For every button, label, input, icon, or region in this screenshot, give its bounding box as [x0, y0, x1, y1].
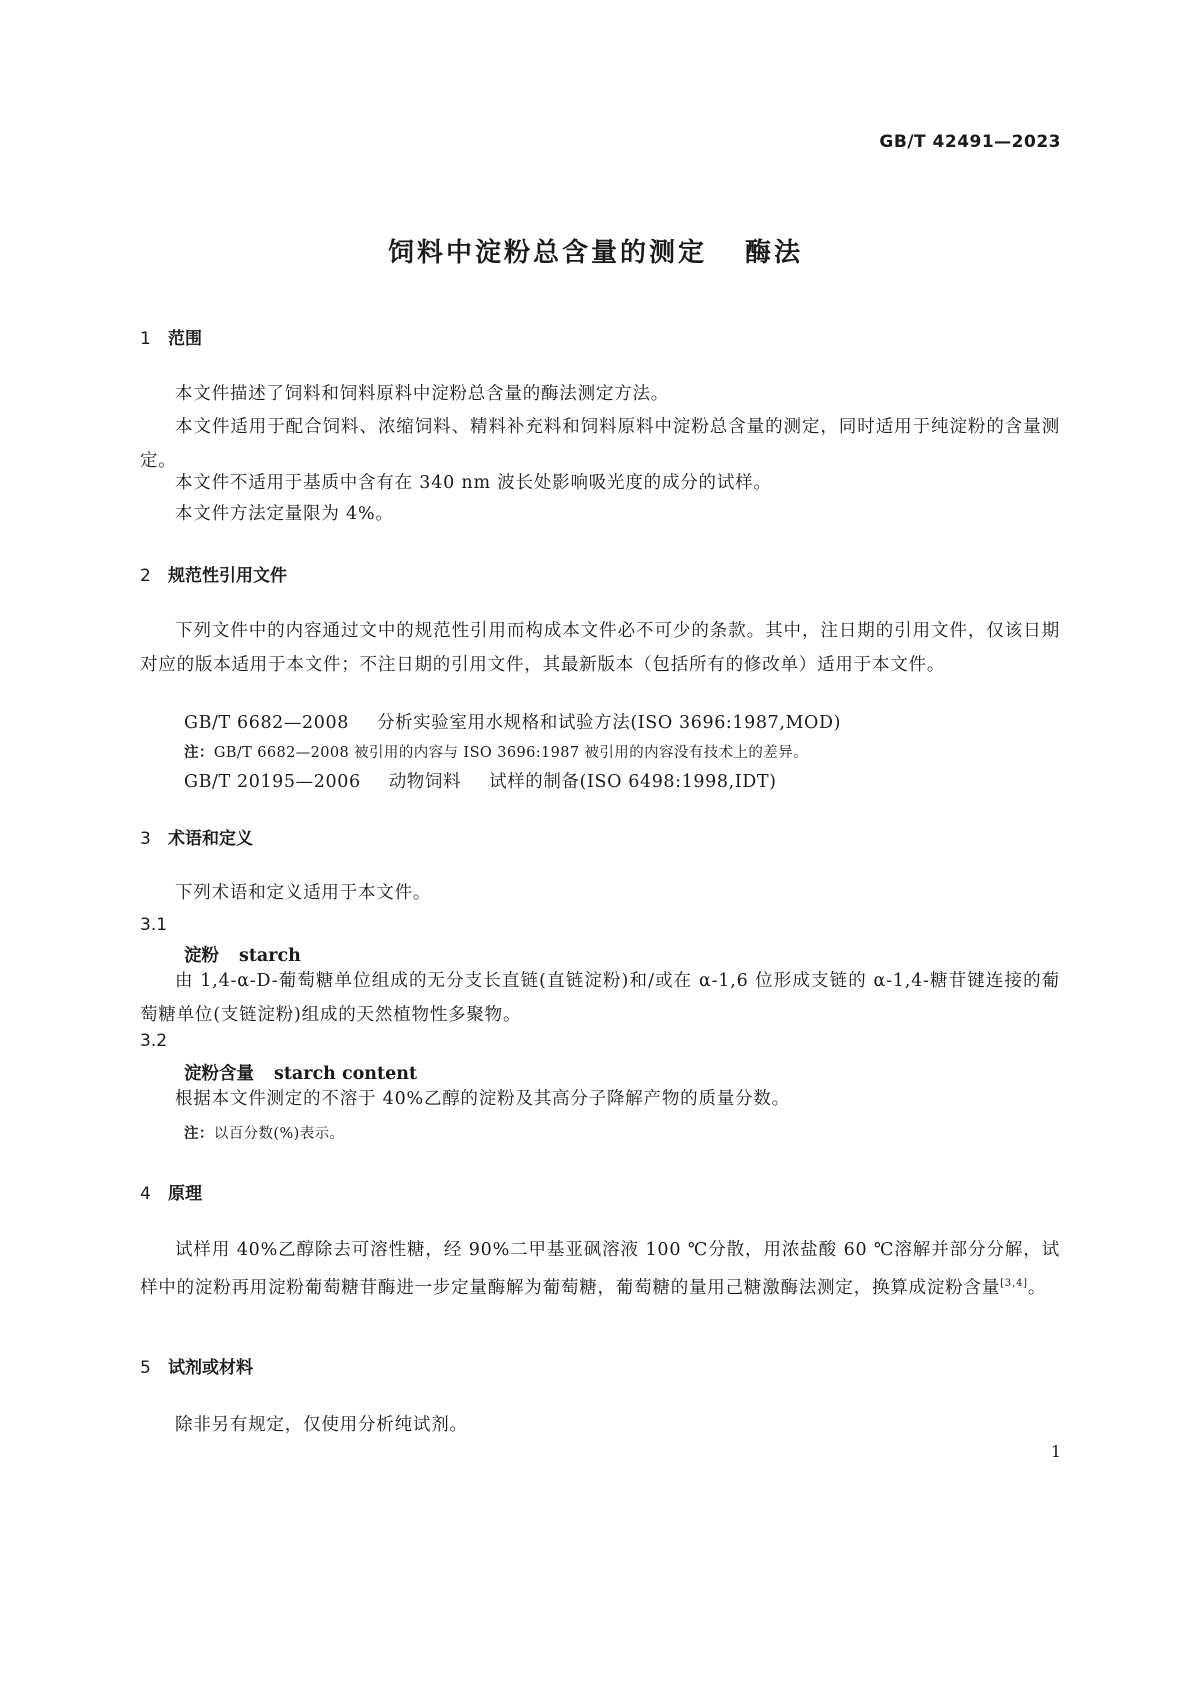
section-4-heading: [140, 1179, 202, 1204]
s2-paragraph-1: 下列文件中的内容通过文中的规范性引用而构成本文件必不可少的条款。其中，注日期的引用文件，仅该日期对应的版本适用于本文件；不注日期的引用文件，其最新版本（包括所有的修改单）适用于本文件。: [140, 621, 1060, 675]
reference-code: GB/T 20195—2006: [184, 772, 361, 792]
term-en: starch content: [274, 1064, 418, 1084]
title-method: 酶法: [745, 238, 804, 268]
term-3-2-definition: 根据本文件测定的不溶于 40%乙醇的淀粉及其高分子降解产物的质量分数。: [175, 1089, 790, 1109]
term-3-2-number: 3.2: [140, 1031, 168, 1051]
term-en: starch: [239, 946, 301, 966]
citation: [3,4]: [1000, 1278, 1028, 1289]
title-main: 饲料中淀粉总含量的测定: [387, 238, 707, 268]
section-title: 规范性引用文件: [168, 566, 287, 586]
reference-title-part-1: 动物饲料: [388, 772, 462, 792]
reference-gbt-20195: [184, 768, 777, 793]
reference-title-part-2: 试样的制备(ISO 6498:1998,IDT): [489, 772, 777, 792]
section-1-heading: [140, 324, 202, 349]
term-3-2-note: [184, 1122, 344, 1143]
standard-number: GB/T 42491—2023: [879, 132, 1061, 152]
s3-paragraph-1: 下列术语和定义适用于本文件。: [175, 883, 432, 903]
term-zh: 淀粉含量: [184, 1064, 254, 1084]
section-number: 1: [140, 329, 151, 349]
section-5-heading: [140, 1353, 253, 1378]
section-number: 4: [140, 1184, 151, 1204]
s1-paragraph-3: 本文件不适用于基质中含有在 340 nm 波长处影响吸光度的成分的试样。: [175, 473, 772, 493]
note-text: 以百分数(%)表示。: [213, 1126, 345, 1142]
principle-end: 。: [1027, 1277, 1047, 1298]
document-title: [0, 232, 1191, 269]
reference-gbt-6682: [184, 709, 841, 734]
section-title: 试剂或材料: [168, 1358, 253, 1378]
page-number: 1: [1050, 1442, 1061, 1461]
section-title: 原理: [168, 1184, 202, 1204]
section-2-heading: [140, 561, 287, 586]
s1-paragraph-2: 本文件适用于配合饲料、浓缩饲料、精料补充料和饲料原料中淀粉总含量的测定，同时适用于纯淀粉的含量测定。: [140, 417, 1060, 471]
section-title: 范围: [168, 329, 202, 349]
section-number: 2: [140, 566, 151, 586]
s5-paragraph-1: 除非另有规定，仅使用分析纯试剂。: [175, 1415, 468, 1435]
note-text: GB/T 6682—2008 被引用的内容与 ISO 3696:1987 被引用的内容没有技术上的差异。: [213, 745, 808, 761]
term-3-1-definition: 由 1,4-α-D-葡萄糖单位组成的无分支长直链(直链淀粉)和/或在 α-1,6 位形成支链的 α-1,4-糖苷键连接的葡萄糖单位(支链淀粉)组成的天然植物性多聚物。: [140, 971, 1060, 1025]
s1-paragraph-4: 本文件方法定量限为 4%。: [175, 504, 394, 524]
note-label: 注：: [184, 745, 214, 761]
note-label: 注：: [184, 1126, 214, 1142]
term-zh: 淀粉: [184, 946, 219, 966]
section-title: 术语和定义: [168, 829, 253, 849]
reference-title: 分析实验室用水规格和试验方法(ISO 3696:1987,MOD): [376, 713, 842, 733]
reference-code: GB/T 6682—2008: [184, 713, 349, 733]
reference-note: [184, 741, 808, 762]
s1-paragraph-1: 本文件描述了饲料和饲料原料中淀粉总含量的酶法测定方法。: [175, 384, 670, 404]
section-number: 5: [140, 1358, 151, 1378]
section-number: 3: [140, 829, 151, 849]
term-3-1-number: 3.1: [140, 915, 168, 935]
principle-text: 试样用 40%乙醇除去可溶性糖，经 90%二甲基亚砜溶液 100 ℃分散，用浓盐酸 60 ℃溶解并部分分解，试样中的淀粉再用淀粉葡萄糖苷酶进一步定量酶解为葡萄糖，葡萄糖的量用己糖激酶法测定，换算成淀粉含量: [140, 1240, 1060, 1298]
s4-paragraph-1: [140, 1233, 1060, 1305]
section-3-heading: [140, 824, 253, 849]
